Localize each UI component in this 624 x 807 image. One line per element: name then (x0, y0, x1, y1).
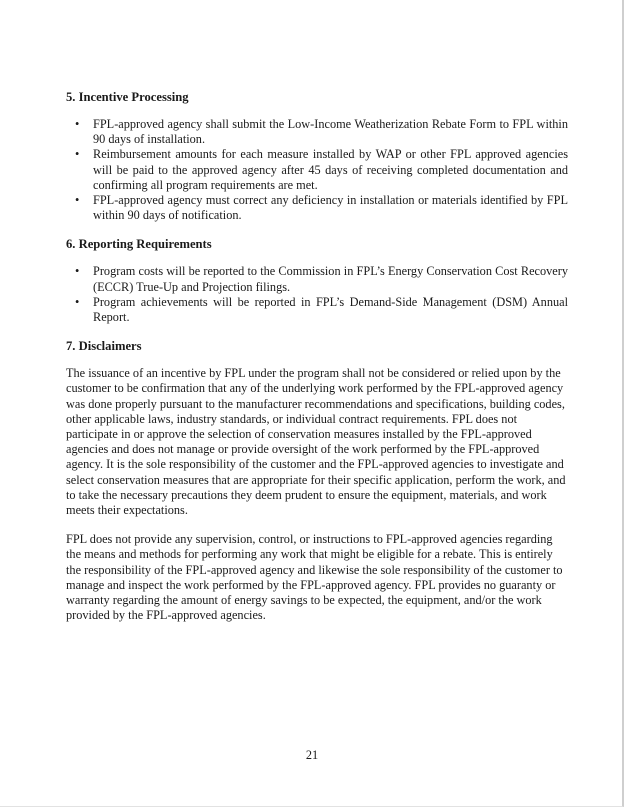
bullet-icon: • (75, 147, 80, 162)
bullet-icon: • (75, 193, 80, 208)
list-item (66, 193, 568, 223)
page-content (66, 90, 568, 637)
list-item-text: Reimbursement amounts for each measure installed by WAP or other FPL approved agencies will be paid to the approved agency after 45 days of receiving completed documentation and confirming all program requirements are met. (93, 147, 568, 192)
section-heading: 7. Disclaimers (66, 339, 142, 354)
list-item (66, 264, 568, 294)
paragraph: The issuance of an incentive by FPL under the program shall not be considered or relied upon by the customer to be confirmation that any of the underlying work performed by the FPL-approved agency was done properly pursuant to the manufacturer recommendations and specifications, building codes, other applicable laws, industry standards, or individual contract requirements. FPL does not participate in or approve the selection of conservation measures installed by the FPL-approved agencies and does not manage or provide oversight of the work performed by the FPL-approved agency. It is the sole responsibility of the customer and the FPL-approved agencies to investigate and select conservation measures that are appropriate for their specific application, perform the work, and to take the necessary precautions they deem prudent to ensure the equipment, materials, and work meets their expectations. (66, 366, 566, 518)
list-item-text: FPL-approved agency must correct any deficiency in installation or materials identified by FPL within 90 days of notification. (93, 193, 568, 223)
section-heading: 6. Reporting Requirements (66, 237, 212, 252)
section-incentive-processing (66, 90, 568, 223)
list-item (66, 295, 568, 325)
list-item (66, 117, 568, 147)
paragraph: FPL does not provide any supervision, control, or instructions to FPL-approved agencies regarding the means and methods for performing any work that might be eligible for a rebate. This is entirely the responsibility of the FPL-approved agency and likewise the sole responsibility of the customer to manage and inspect the work performed by the FPL-approved agency. FPL provides no guaranty or warranty regarding the amount of energy savings to be expected, the equipment, and/or the work provided by the FPL-approved agencies. (66, 532, 563, 623)
bullet-list (66, 117, 568, 223)
page-number: 21 (305, 748, 319, 762)
bullet-icon: • (75, 264, 80, 279)
list-item-text: Program costs will be reported to the Commission in FPL’s Energy Conservation Cost Recovery (ECCR) True-Up and Projection filings. (93, 264, 568, 294)
list-item (66, 147, 568, 193)
section-reporting-requirements (66, 237, 568, 325)
bullet-list (66, 264, 568, 325)
section-heading: 5. Incentive Processing (66, 90, 189, 104)
bullet-icon: • (75, 117, 80, 131)
list-item-text: Program achievements will be reported in FPL’s Demand-Side Management (DSM) Annual Report. (93, 294, 568, 325)
section-disclaimers (66, 339, 568, 623)
bullet-icon: • (75, 294, 80, 309)
list-item-text: FPL-approved agency shall submit the Low-Income Weatherization Rebate Form to FPL within 90 days of installation. (93, 117, 568, 147)
